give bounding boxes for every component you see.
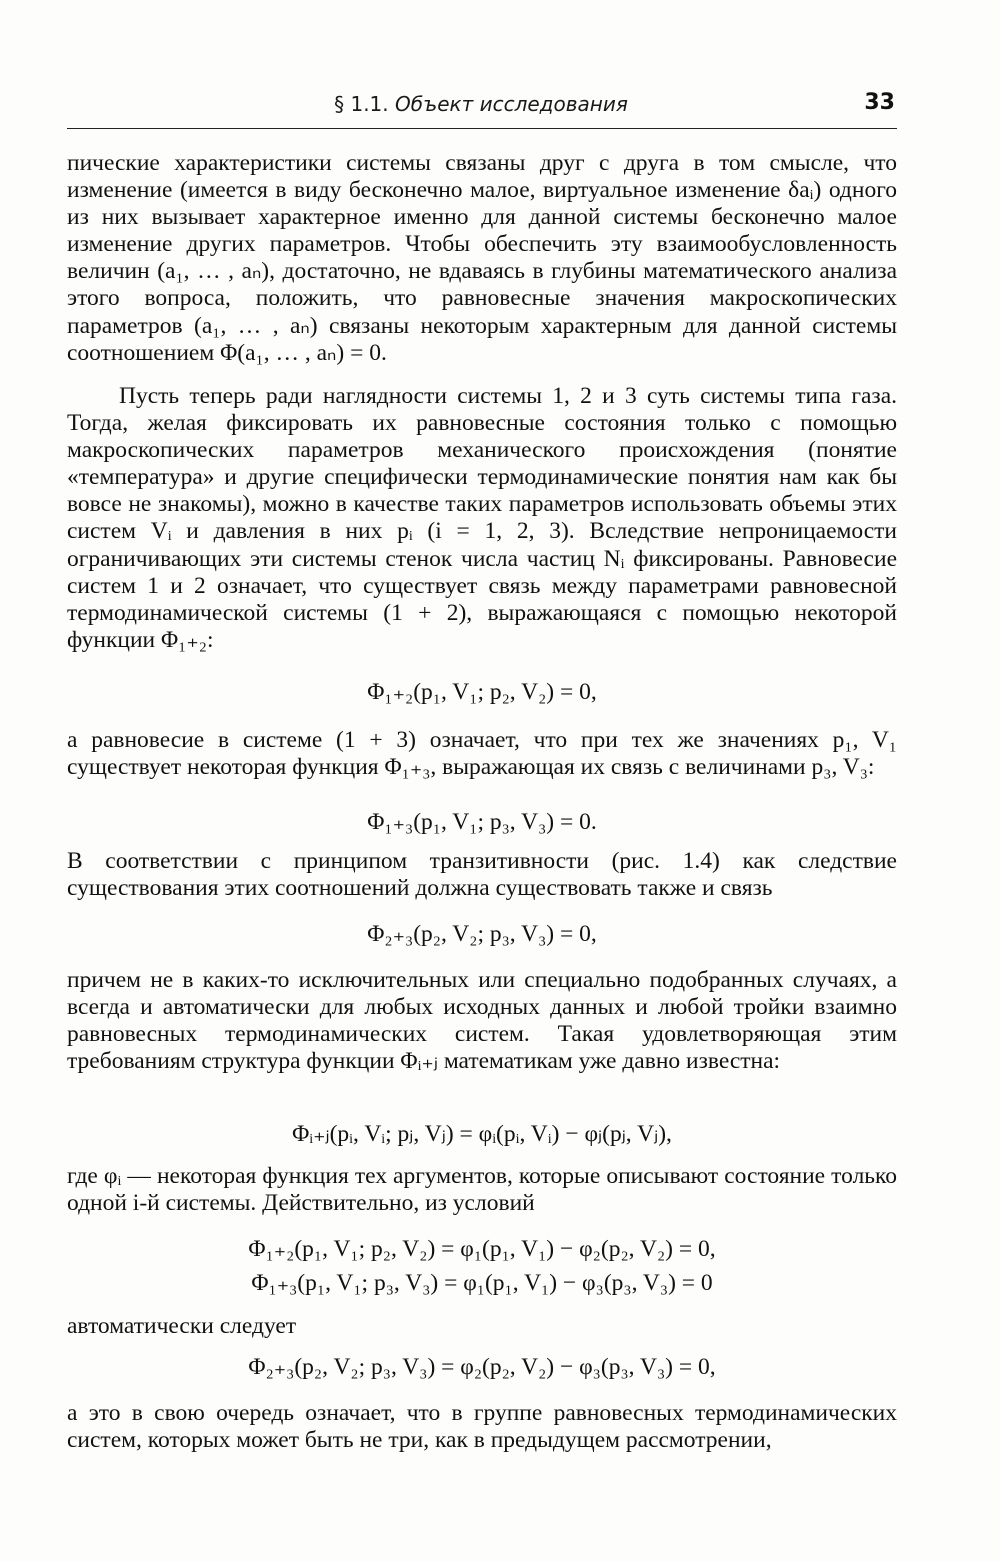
equation-2 — [67, 808, 897, 836]
paragraph-1 — [67, 150, 897, 367]
paragraph-text: причем не в каких-то исключительных или специально подобранных случаях, а всегда и автоматически для любых исходных данных и любой тройки взаимно равновесных термодинамических систем. Такая удовлетворяющая этим требованиям структура функции Φᵢ₊ⱼ математикам уже давно известна: — [67, 967, 897, 1075]
paragraph-text: автоматически следует — [67, 1313, 297, 1339]
paragraph-8 — [67, 1400, 897, 1454]
paragraph-6 — [67, 1163, 897, 1217]
running-title — [67, 92, 895, 116]
paragraph-5 — [67, 967, 897, 1075]
paragraph-text: где φᵢ — некоторая функция тех аргументов, которые описывают состояние только одной i-й системы. Действительно, из условий — [67, 1163, 897, 1217]
equation-text: Φ₁₊₃(p₁, V₁; p₃, V₃) = 0. — [367, 809, 597, 835]
equation-6 — [67, 1353, 897, 1381]
header-rule — [67, 128, 897, 129]
equation-text: Φ₂₊₃(p₂, V₂; p₃, V₃) = 0, — [367, 921, 597, 947]
equation-text: Φ₂₊₃(p₂, V₂; p₃, V₃) = φ₂(p₂, V₂) − φ₃(p₃, V₃) = 0, — [248, 1354, 716, 1380]
equation-5 — [67, 1235, 897, 1297]
equation-text: Φ₁₊₂(p₁, V₁; p₂, V₂) = 0, — [367, 679, 597, 705]
running-header — [67, 92, 895, 126]
paragraph-3 — [67, 727, 897, 781]
page-number: 33 — [864, 90, 895, 115]
paragraph-2 — [67, 383, 897, 654]
paragraph-text: а равновесие в системе (1 + 3) означает, что при тех же значениях p₁, V₁ существует некоторая функция Φ₁₊₃, выражающая их связь с величинами p₃, V₃: — [67, 727, 897, 781]
paragraph-text: В соответствии с принципом транзитивности (рис. 1.4) как следствие существования этих соотношений должна существовать также и связь — [67, 848, 897, 902]
paragraph-text: а это в свою очередь означает, что в группе равновесных термодинамических систем, которых может быть не три, как в предыдущем рассмотрении, — [67, 1400, 897, 1454]
section-title: Объект исследования — [395, 92, 628, 116]
paragraph-text: пические характеристики системы связаны друг с друга в том смысле, что изменение (имеется в виду бесконечно малое, виртуальное изменение δaᵢ) одного из них вызывает характерное именно для данной системы бесконечно малое изменение других параметров. Чтобы обеспечить эту взаимообусловленность величин (a₁, … , aₙ), достаточно, не вдаваясь в глубины математического анализа этого вопроса, положить, что равновесные значения макроскопических параметров (a₁, … , aₙ) связаны некоторым характерным для данной системы соотношением Φ(a₁, … , aₙ) = 0. — [67, 150, 897, 366]
paragraph-4 — [67, 848, 897, 902]
equation-text: Φ₁₊₃(p₁, V₁; p₃, V₃) = φ₁(p₁, V₁) − φ₃(p₃, V₃) = 0 — [251, 1270, 713, 1296]
section-number: § 1.1. — [334, 92, 389, 116]
equation-text: Φᵢ₊ⱼ(pᵢ, Vᵢ; pⱼ, Vⱼ) = φᵢ(pᵢ, Vᵢ) − φⱼ(pⱼ, Vⱼ), — [292, 1121, 672, 1147]
equation-1 — [67, 678, 897, 706]
equation-3 — [67, 920, 897, 948]
paragraph-text: Пусть теперь ради наглядности системы 1, 2 и 3 суть системы типа газа. Тогда, желая фиксировать их равновесные состояния только с помощью макроскопических параметров механического происхождения (понятие «температура» и другие специфически термодинамические понятия нам как бы вовсе не знакомы), можно в качестве таких параметров использовать объемы этих систем Vᵢ и давления в них pᵢ (i = 1, 2, 3). Вследствие непроницаемости ограничивающих эти системы стенок числа частиц Nᵢ фиксированы. Равновесие систем 1 и 2 означает, что существует связь между параметрами равновесной термодинамической системы (1 + 2), выражающаяся с помощью некоторой функции Φ₁₊₂: — [67, 383, 897, 653]
equation-4 — [67, 1120, 897, 1148]
equation-text: Φ₁₊₂(p₁, V₁; p₂, V₂) = φ₁(p₁, V₁) − φ₂(p₂, V₂) = 0, — [248, 1236, 716, 1262]
paragraph-7 — [67, 1313, 897, 1340]
